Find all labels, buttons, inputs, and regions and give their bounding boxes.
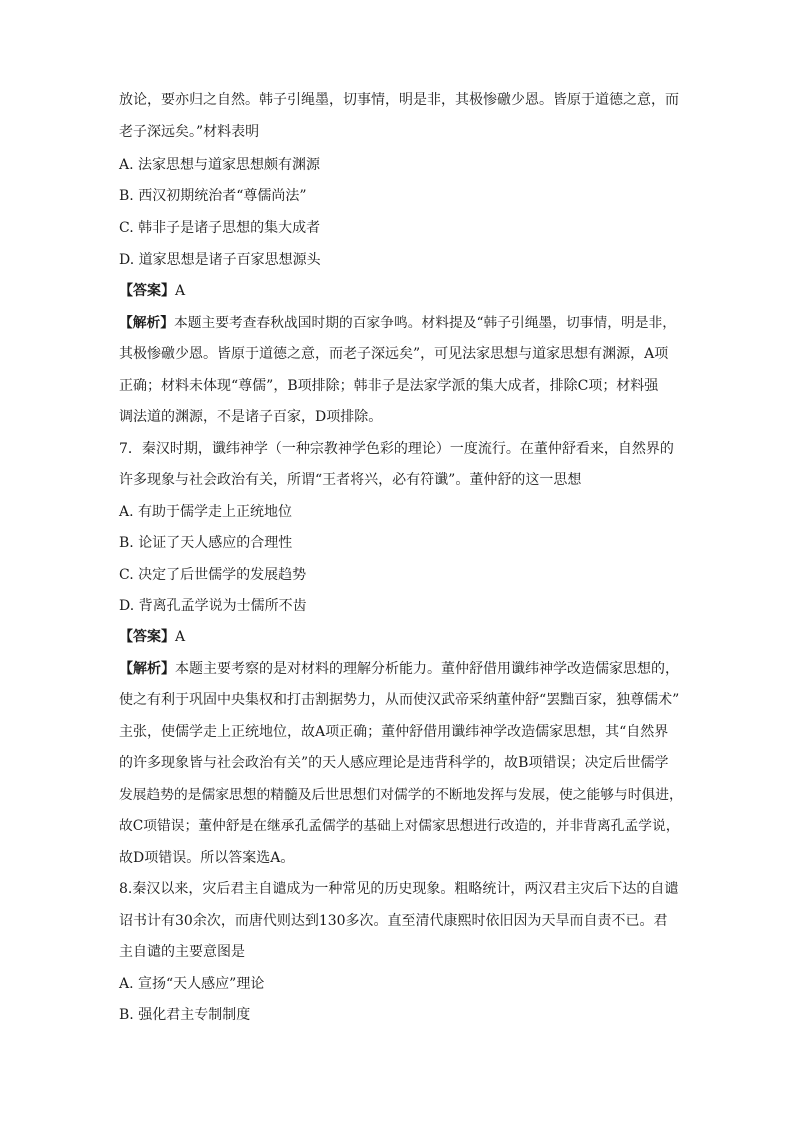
q7-analysis-line: 故C项错误；董仲舒是在继承孔孟儒学的基础上对儒家思想进行改造的，并非背离孔孟学说， (119, 818, 680, 834)
answer-label: 【答案】 (119, 283, 175, 299)
q7-analysis-line: 故D项错误。所以答案选A。 (119, 850, 295, 866)
q7-option-a: A. 有助于儒学走上正统地位 (119, 504, 293, 520)
q7-answer (119, 629, 185, 645)
q6-stem-line: 老子深远矣。”材料表明 (119, 124, 260, 140)
q6-option-a: A. 法家思想与道家思想颇有渊源 (119, 157, 321, 173)
q6-stem-line: 放论，要亦归之自然。韩子引绳墨，切事情，明是非，其极惨礉少恩。皆原于道德之意，而 (119, 92, 679, 108)
q8-stem-line: 8.秦汉以来，灾后君主自谴成为一种常见的历史现象。粗略统计，两汉君主灾后下达的自谴 (119, 881, 679, 897)
q8-stem-line: 诏书计有30余次，而唐代则达到130多次。直至清代康熙时依旧因为天旱而自责不已。君 (119, 913, 668, 929)
analysis-label: 【解析】 (119, 315, 175, 331)
q7-option-c: C. 决定了后世儒学的发展趋势 (119, 567, 307, 583)
q7-analysis-line: 的许多现象皆与社会政治有关”的天人感应理论是违背科学的，故B项错误；决定后世儒学 (119, 755, 669, 771)
q6-option-b: B. 西汉初期统治者“尊儒尚法” (119, 188, 307, 204)
analysis-text: 本题主要考察的是对材料的理解分析能力。董仲舒借用谶纬神学改造儒家思想的， (175, 661, 679, 677)
q7-option-b: B. 论证了天人感应的合理性 (119, 535, 293, 551)
q7-analysis-line: 发展趋势的是儒家思想的精髓及后世思想们对儒学的不断地发挥与发展，使之能够与时俱进， (119, 787, 683, 803)
q7-option-d: D. 背离孔孟学说为士儒所不齿 (119, 598, 307, 614)
answer-value: A (175, 629, 186, 645)
q6-analysis-line: 其极惨礉少恩。皆原于道德之意，而老子深远矣”，可见法家思想与道家思想有渊源，A项 (119, 346, 669, 362)
analysis-label: 【解析】 (119, 661, 175, 677)
answer-value: A (175, 283, 186, 299)
q7-stem-line: 7．秦汉时期，谶纬神学（一种宗教神学色彩的理论）一度流行。在董仲舒看来，自然界的 (119, 441, 674, 457)
q6-option-d: D. 道家思想是诸子百家思想源头 (119, 252, 321, 268)
analysis-text: 本题主要考查春秋战国时期的百家争鸣。材料提及“韩子引绳墨，切事情，明是非， (174, 315, 677, 331)
q6-analysis-line (119, 315, 676, 331)
q7-stem-line: 许多现象与社会政治有关，所谓“王者将兴，必有符谶”。董仲舒的这一思想 (119, 472, 582, 488)
q6-answer (119, 283, 185, 299)
q6-analysis-line: 正确；材料未体现“尊儒”，B项排除；韩非子是法家学派的集大成者，排除C项；材料强 (119, 378, 659, 394)
q8-option-b: B. 强化君主专制制度 (119, 1007, 251, 1023)
answer-label: 【答案】 (119, 629, 175, 645)
q7-analysis-line: 主张，使儒学走上正统地位，故A项正确；董仲舒借用谶纬神学改造儒家思想，其“自然界 (119, 724, 669, 740)
q7-analysis-line (119, 661, 679, 677)
q6-option-c: C. 韩非子是诸子思想的集大成者 (119, 220, 321, 236)
q7-analysis-line: 使之有利于巩固中央集权和打击割据势力，从而使汉武帝采纳董仲舒“罢黜百家，独尊儒术” (119, 692, 680, 708)
q8-stem-line: 主自谴的主要意图是 (119, 944, 245, 960)
q8-option-a: A. 宣扬“天人感应”理论 (119, 976, 265, 992)
q6-analysis-line: 调法道的渊源，不是诸子百家，D项排除。 (119, 409, 383, 425)
